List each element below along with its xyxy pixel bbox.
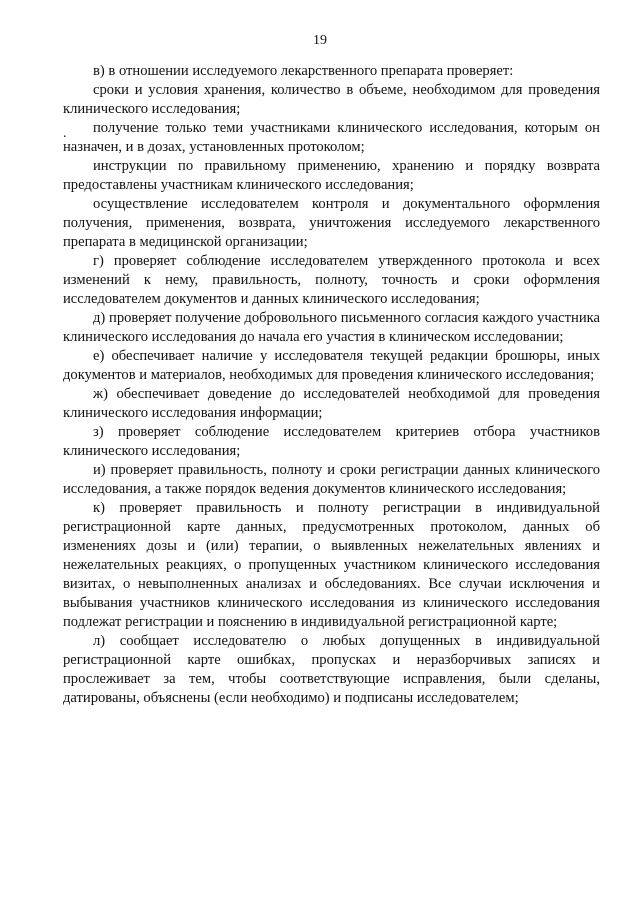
paragraph-v-intro: в) в отношении исследуемого лекарственного препарата проверяет:: [93, 63, 514, 79]
paragraph-i-data-registration: и) проверяет правильность, полноту и сроки регистрации данных клинического исследования, а также порядок ведения документов клинического исследования;: [63, 462, 600, 497]
paragraph-l-error-reporting: л) сообщает исследователю о любых допущенных в индивидуальной регистрационной карте ошибках, пропусках и неразборчивых записях и прослеживает за тем, чтобы соответствующие исправления, были сделаны, датированы, объяснены (если необходимо) и подписаны исследователем;: [63, 633, 600, 706]
page-number: 19: [313, 33, 327, 48]
document-body: [63, 62, 600, 708]
paragraph-zh-information: ж) обеспечивает доведение до исследователей необходимой для проведения клинического исследования информации;: [63, 386, 600, 421]
paragraph-e-brochure: е) обеспечивает наличие у исследователя текущей редакции брошюры, иных документов и материалов, необходимых для проведения клинического исследования;: [63, 348, 600, 383]
paragraph-z-selection-criteria: з) проверяет соблюдение исследователем критериев отбора участников клинического исследования;: [63, 424, 600, 459]
paragraph-d-informed-consent: д) проверяет получение добровольного письменного согласия каждого участника клинического исследования до начала его участия в клиническом исследовании;: [63, 310, 600, 345]
paragraph-usage-instructions: инструкции по правильному применению, хранению и порядку возврата предоставлены участникам клинического исследования;: [63, 158, 600, 193]
paragraph-receipt-by-participants: получение только теми участниками клинического исследования, которым он назначен, и в дозах, установленных протоколом;: [63, 120, 600, 155]
paragraph-k-case-report-form: к) проверяет правильность и полноту регистрации в индивидуальной регистрационной карте данных, предусмотренных протоколом, данных об изменениях дозы и (или) терапии, о выявленных нежелательных явлениях и нежелательных реакциях, о пропущенных участником клинического исследования визитах, о невыполненных анализах и обследованиях. Все случаи исключения и выбывания участников клинического исследования из клинического исследования подлежат регистрации и пояснению в индивидуальной регистрационной карте;: [63, 500, 600, 630]
paragraph-storage-conditions: сроки и условия хранения, количество в объеме, необходимом для проведения клинического исследования;: [63, 82, 600, 117]
paragraph-control-documentation: осуществление исследователем контроля и документального оформления получения, применения, возврата, уничтожения исследуемого лекарственного препарата в медицинской организации;: [63, 196, 600, 250]
paragraph-g-protocol-compliance: г) проверяет соблюдение исследователем утвержденного протокола и всех изменений к нему, правильность, полноту, точность и сроки оформления исследователем документов и данных клинического исследования;: [63, 253, 600, 307]
scan-mark: .: [63, 126, 67, 141]
